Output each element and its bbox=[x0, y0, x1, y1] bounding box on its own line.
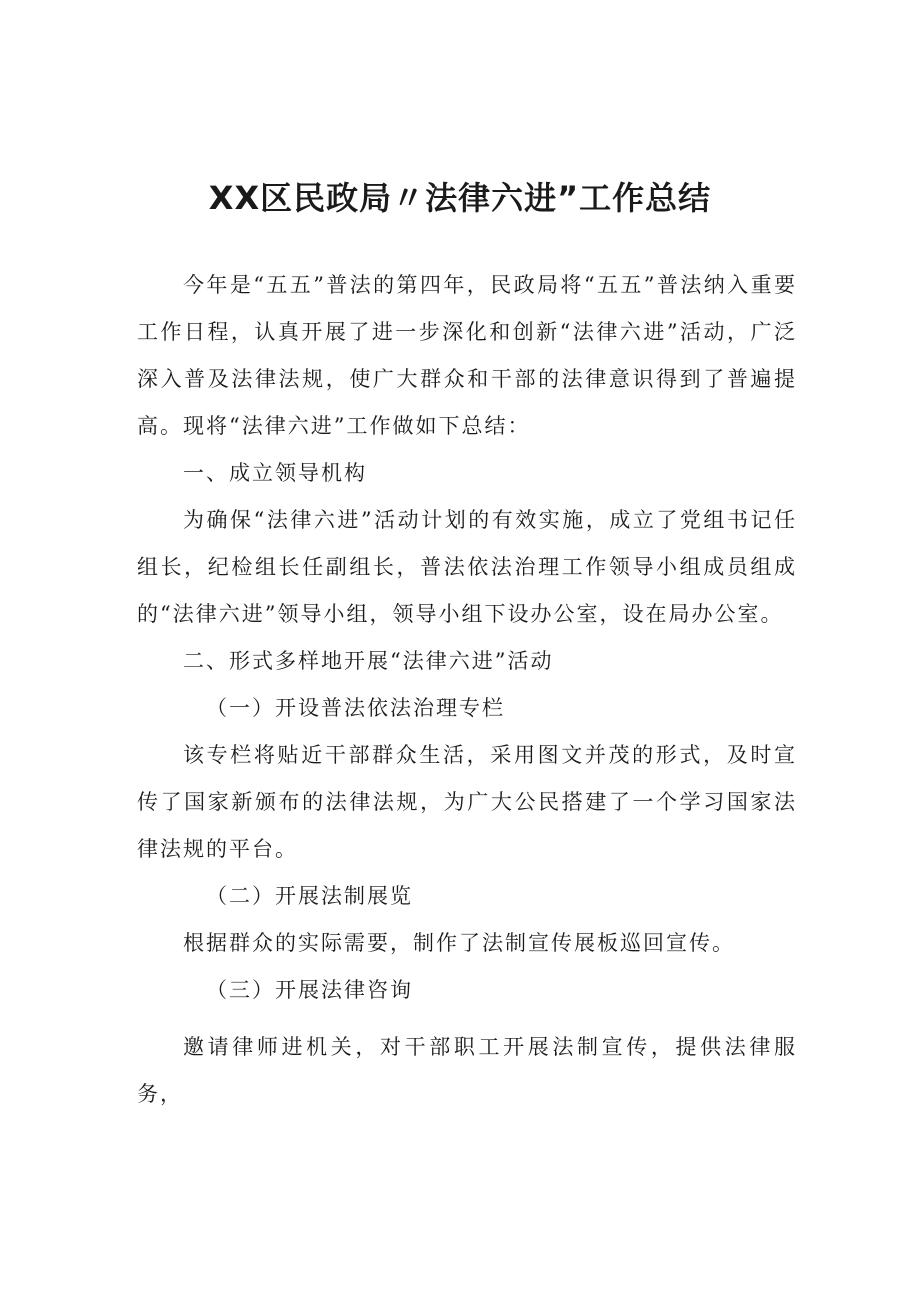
document-title: XX区民政局〃法律六进”工作总结 bbox=[208, 179, 712, 217]
subsection-heading-2-2: （二）开展法制展览 bbox=[206, 884, 413, 908]
section-1-paragraph: 为确保“法律六进”活动计划的有效实施，成立了党组书记任组长，纪检组长任副组长，普法依法治理工作领导小组成员组成的“法律六进”领导小组，领导小组下设办公室，设在局办公室。 bbox=[137, 508, 797, 626]
subsection-heading-2-3: （三）开展法律咨询 bbox=[206, 978, 413, 1002]
subsection-heading-2-1: （一）开设普法依法治理专栏 bbox=[206, 696, 505, 720]
document-body bbox=[137, 262, 797, 1118]
subsection-2-3-paragraph: 邀请律师进机关，对干部职工开展法制宣传，提供法律服务， bbox=[137, 1035, 797, 1106]
subsection-2-1-paragraph: 该专栏将贴近干部群众生活，采用图文并茂的形式，及时宣传了国家新颁布的法律法规，为广大公民搭建了一个学习国家法律法规的平台。 bbox=[137, 743, 797, 861]
section-heading-1: 一、成立领导机构 bbox=[183, 461, 367, 485]
section-heading-2: 二、形式多样地开展“法律六进”活动 bbox=[183, 649, 554, 673]
intro-paragraph: 今年是“五五”普法的第四年，民政局将“五五”普法纳入重要工作日程，认真开展了进一步深化和创新“法律六进”活动，广泛深入普及法律法规，使广大群众和干部的法律意识得到了普遍提高。现将“法律六进”工作做如下总结： bbox=[137, 273, 797, 438]
subsection-2-2-paragraph: 根据群众的实际需要，制作了法制宣传展板巡回宣传。 bbox=[183, 931, 735, 955]
